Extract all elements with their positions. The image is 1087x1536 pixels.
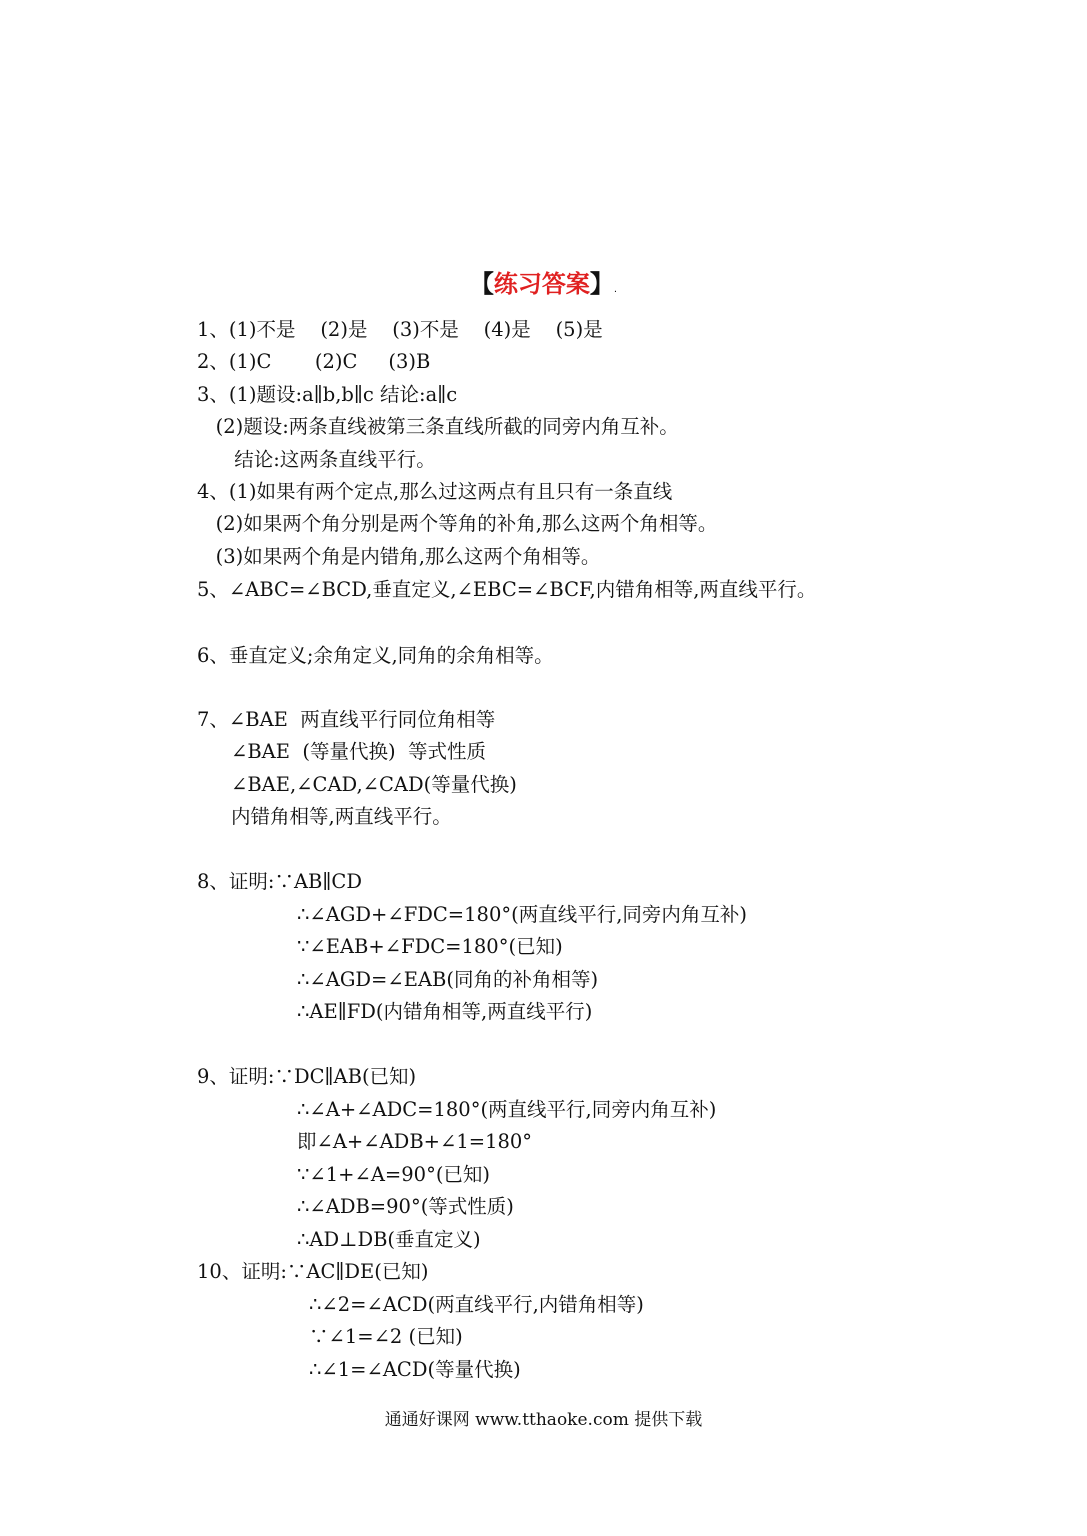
answer-line-7-2: ∠BAE (等量代换) 等式性质: [231, 740, 486, 763]
answer-line-3-conclusion: 结论:这两条直线平行。: [197, 448, 436, 471]
answer-line-8-3: ∵∠EAB+∠FDC=180°(已知): [297, 935, 563, 958]
answer-line-10-4: ∴∠1=∠ACD(等量代换): [309, 1358, 521, 1381]
answer-line-10-2: ∴∠2=∠ACD(两直线平行,内错角相等): [309, 1293, 644, 1316]
answer-line-9-4: ∵∠1+∠A=90°(已知): [297, 1163, 491, 1186]
answer-line-7-4: 内错角相等,两直线平行。: [231, 805, 452, 828]
answer-line-4-2: (2)如果两个角分别是两个等角的补角,那么这两个角相等。: [197, 512, 718, 535]
title-open-bracket: 【: [469, 270, 494, 298]
answer-line-3-1: 3、(1)题设:a∥b,b∥c 结论:a∥c: [197, 383, 458, 406]
answer-line-4-3: (3)如果两个角是内错角,那么这两个角相等。: [197, 545, 601, 568]
title-text: 练习答案: [493, 270, 590, 298]
answer-line-9-2: ∴∠A+∠ADC=180°(两直线平行,同旁内角互补): [297, 1098, 717, 1121]
answer-line-8-5: ∴AE∥FD(内错角相等,两直线平行): [297, 1000, 593, 1023]
answer-line-9-5: ∴∠ADB=90°(等式性质): [297, 1195, 514, 1218]
answer-line-3-2: (2)题设:两条直线被第三条直线所截的同旁内角互补。: [197, 415, 679, 438]
answer-line-2: 2、(1)C (2)C (3)B: [197, 350, 431, 373]
answer-line-10-3: ∵∠1=∠2 (已知): [309, 1325, 463, 1348]
answer-line-9-6: ∴AD⊥DB(垂直定义): [297, 1228, 481, 1251]
page-title: [0, 266, 1087, 308]
title-close-bracket: 】: [589, 270, 614, 298]
title-trailing-mark: .: [613, 284, 618, 295]
answer-line-9-1: 9、证明:∵DC∥AB(已知): [197, 1065, 417, 1088]
answer-line-1: 1、(1)不是 (2)是 (3)不是 (4)是 (5)是: [197, 318, 603, 341]
answer-line-6: 6、垂直定义;余角定义,同角的余角相等。: [197, 644, 554, 667]
answer-line-10-1: 10、证明:∵AC∥DE(已知): [197, 1260, 429, 1283]
answer-line-4-1: 4、(1)如果有两个定点,那么过这两点有且只有一条直线: [197, 480, 673, 503]
answer-line-8-2: ∴∠AGD+∠FDC=180°(两直线平行,同旁内角互补): [297, 903, 748, 926]
answer-line-8-4: ∴∠AGD=∠EAB(同角的补角相等): [297, 968, 599, 991]
answer-line-7-1: 7、∠BAE 两直线平行同位角相等: [197, 708, 496, 731]
answer-line-9-3: 即∠A+∠ADB+∠1=180°: [297, 1130, 533, 1153]
answer-line-7-3: ∠BAE,∠CAD,∠CAD(等量代换): [231, 773, 517, 796]
answer-line-8-1: 8、证明:∵AB∥CD: [197, 870, 362, 893]
answer-line-5: 5、∠ABC=∠BCD,垂直定义,∠EBC=∠BCF,内错角相等,两直线平行。: [197, 578, 817, 601]
page-footer: 通通好课网 www.tthaoke.com 提供下载: [384, 1410, 703, 1430]
